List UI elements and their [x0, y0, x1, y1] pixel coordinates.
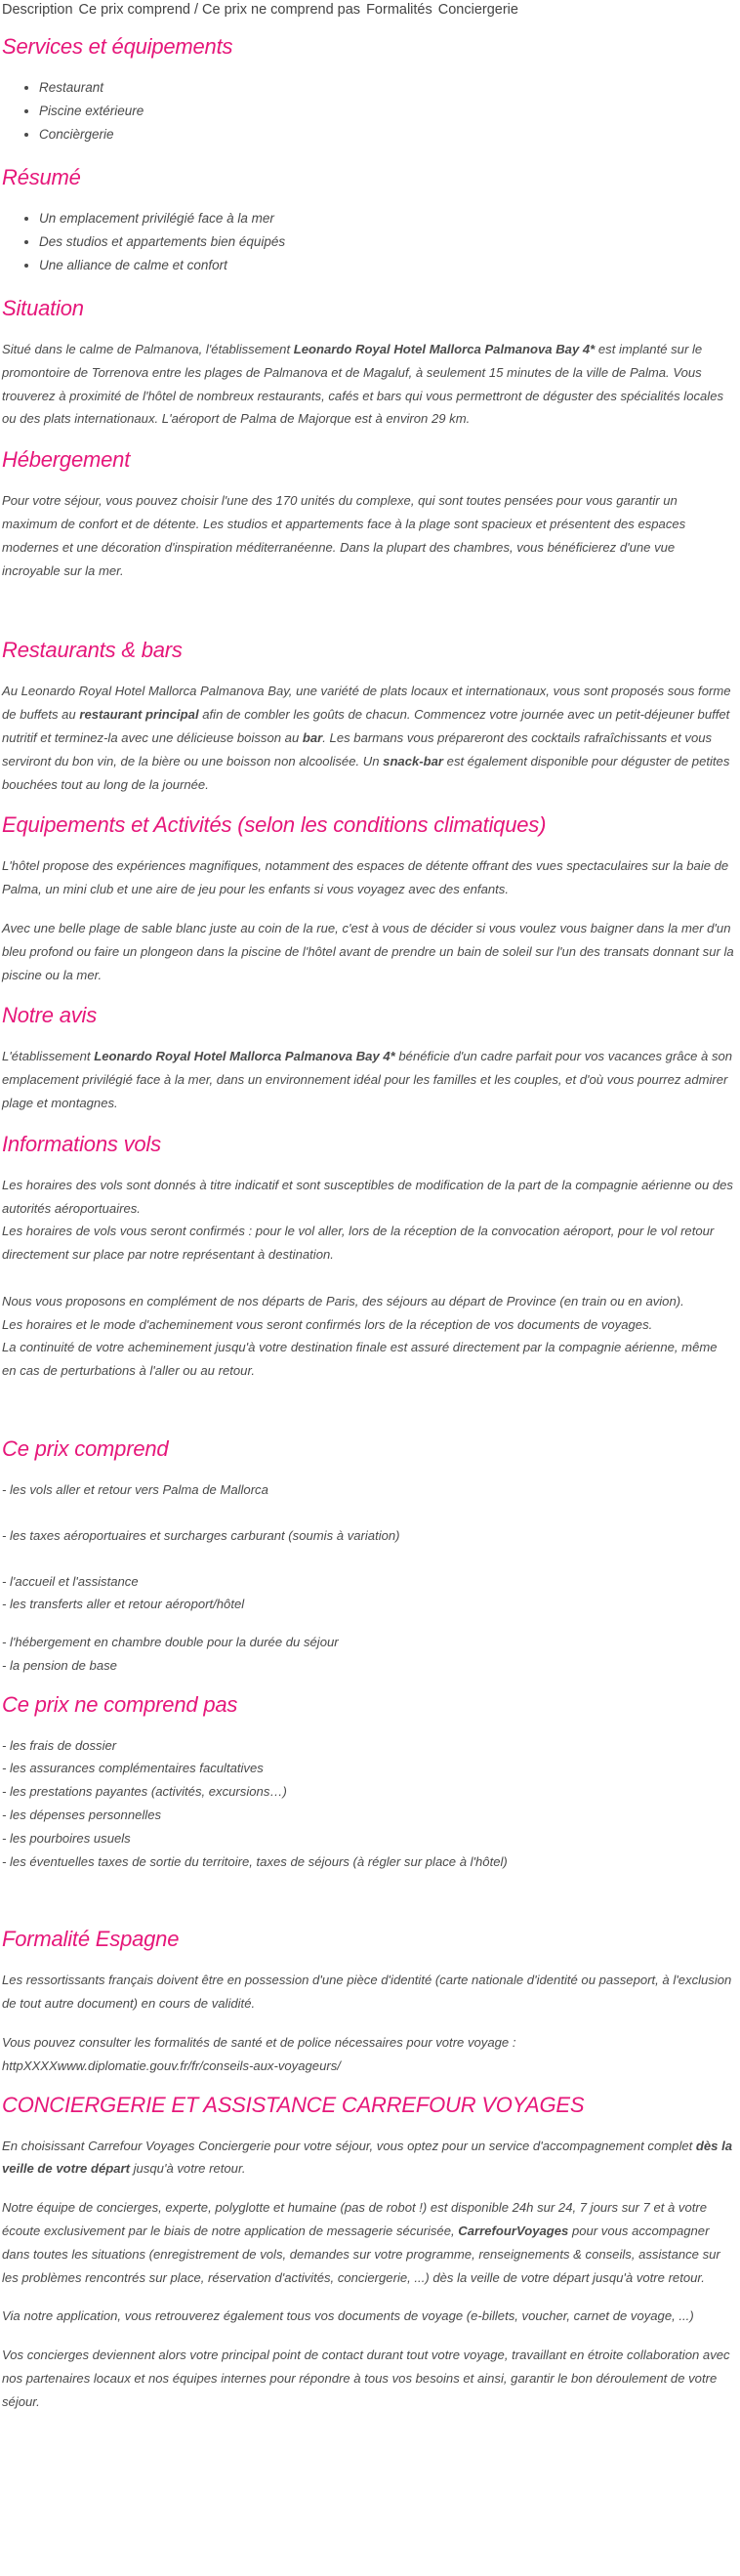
list-item: • Restaurant [39, 76, 734, 100]
conciergerie-text-2: Notre équipe de concierges, experte, polyglotte et humaine (pas de robot !) est disponible 24h sur 24, 7 jours sur 7 et à votre écoute exclusivement par le biais de notre application de messagerie sécurisée, CarrefourVoyages pour vous accompagner dans toutes les situations (enregistrement de vols, demandes sur votre programme, renseignements & conseils, assistance sur les problèmes rencontrés sur place, réservation d'activités, conciergerie, ...) dès la veille de votre départ jusqu'à votre retour. [2, 2200, 720, 2285]
vols-line: Les horaires et le mode d'acheminement vous seront confirmés lors de la réception de vos documents de voyages. [2, 1316, 653, 1332]
vols-line: Les horaires des vols sont donnés à titre indicatif et sont susceptibles de modification de la part de la compagnie aérienne ou des autorités aéroportuaires. [2, 1177, 733, 1216]
comprend-list [2, 1478, 734, 1678]
vols-line: Nous vous proposons en complément de nos départs de Paris, des séjours au départ de Province (en train ou en avion). [2, 1293, 684, 1309]
hotel-name: Leonardo Royal Hotel Mallorca Palmanova Bay 4* [293, 342, 596, 356]
conciergerie-text-3: Via notre application, vous retrouverez également tous vos documents de voyage (e-billets, voucher, carnet de voyage, ...) [2, 2308, 694, 2324]
restaurants-title: Restaurants & bars [2, 638, 183, 663]
list-item: • Une alliance de calme et confort [39, 254, 734, 277]
situation-title: Situation [2, 296, 84, 320]
list-item: - les prestations payantes (activités, excursions…) [2, 1784, 287, 1800]
list-item: - les transferts aller et retour aéroport/hôtel [2, 1597, 245, 1612]
vols-block [2, 1174, 734, 1383]
vols-title: Informations vols [2, 1131, 161, 1156]
list-item: - les éventuelles taxes de sortie du territoire, taxes de séjours (à régler sur place à l'hôtel) [2, 1853, 508, 1869]
situation-text: Situé dans le calme de Palmanova, l'établissement Leonardo Royal Hotel Mallorca Palmanova Bay 4* est implanté sur le promontoire de Torrenova entre les plages de Palmanova et de Magaluf, à seulement 15 minutes de la ville de Palma. Vous trouverez à proximité de l'hôtel de nombreux restaurants, cafés et bars qui vous permettront de déguster des spécialités locales ou des plats internationaux. L'aéroport de Palma de Majorque est à environ 29 km. [2, 342, 724, 427]
conciergerie-title: CONCIERGERIE ET ASSISTANCE CARREFOUR VOYAGES [2, 2092, 585, 2117]
avis-title: Notre avis [2, 1003, 98, 1028]
conciergerie-text-4: Vos concierges deviennent alors votre principal point de contact durant tout votre voyage, travaillant en étroite collaboration avec nos partenaires locaux et nos équipes internes pour répondre à tous vos besoins et ainsi, garantir le bon déroulement de votre séjour. [2, 2347, 730, 2409]
list-item: - les taxes aéroportuaires et surcharges carburant (soumis à variation) [2, 1527, 400, 1543]
services-title: Services et équipements [2, 34, 233, 59]
services-list [2, 76, 734, 146]
formalite-title: Formalité Espagne [2, 1927, 180, 1952]
conciergerie-text-1: En choisissant Carrefour Voyages Conciergerie pour votre séjour, vous optez pour un service d'accompagnement complet dès la veille de votre départ jusqu'à votre retour. [2, 2138, 733, 2177]
avis-text: L'établissement Leonardo Royal Hotel Mallorca Palmanova Bay 4* bénéficie d'un cadre parfait pour vos vacances grâce à son emplacement privilégié face à la mer, dans un environnement idéal pour les familles et les couples, et d'où vous pourrez admirer plage et montagnes. [2, 1049, 733, 1110]
list-item: - la pension de base [2, 1657, 117, 1673]
hebergement-text: Pour votre séjour, vous pouvez choisir l'une des 170 unités du complexe, qui sont toutes pensées pour vous garantir un maximum de confort et de détente. Les studios et appartements face à la plage sont spacieux et présentent des espaces modernes et une décoration d'inspiration méditerranéenne. Dans la plupart des chambres, vous bénéficierez d'une vue incroyable sur la mer. [2, 493, 686, 578]
comprend-title: Ce prix comprend [2, 1435, 169, 1461]
tab-description[interactable]: Description [2, 2, 73, 18]
formalite-text-1: Les ressortissants français doivent être en possession d'une pièce d'identité (carte nationale d'identité ou passeport, à l'exclusion de tout autre document) en cours de validité. [2, 1973, 732, 2012]
equipements-title: Equipements et Activités (selon les conditions climatiques) [2, 812, 547, 838]
equipements-text-2: Avec une belle plage de sable blanc juste au coin de la rue, c'est à vous de décider si vous voulez vous baigner dans la mer d'un bleu profond ou faire un plongeon dans la piscine de l'hôtel avant de prendre un bain de soleil sur l'un des transats donnant sur la piscine ou la mer. [2, 920, 734, 982]
list-item: • Un emplacement privilégié face à la mer [39, 207, 734, 230]
resume-title: Résumé [2, 165, 81, 189]
list-item: - les frais de dossier [2, 1737, 117, 1753]
resume-list [2, 207, 734, 277]
formalite-text-2: Vous pouvez consulter les formalités de santé et de police nécessaires pour votre voyage : [2, 2035, 516, 2051]
tab-conciergerie[interactable]: Conciergerie [437, 2, 518, 18]
noncomprend-title: Ce prix ne comprend pas [2, 1691, 238, 1717]
tab-bar [2, 0, 734, 20]
tab-prix[interactable]: Ce prix comprend / Ce prix ne comprend pas [78, 2, 361, 18]
hebergement-title: Hébergement [2, 447, 131, 473]
list-item: - les dépenses personnelles [2, 1807, 162, 1823]
list-item: - l'accueil et l'assistance [2, 1573, 139, 1589]
noncomprend-list [2, 1734, 734, 1874]
formalite-link[interactable]: httpXXXXwww.diplomatie.gouv.fr/fr/conseils-aux-voyageurs/ [2, 2057, 341, 2073]
restaurants-text: Au Leonardo Royal Hotel Mallorca Palmanova Bay, une variété de plats locaux et internationaux, vous sont proposés sous forme de buffets au restaurant principal afin de combler les goûts de chacun. Commencez votre journée avec un petit-déjeuner buffet nutritif et terminez-la avec une délicieuse boisson au bar. Les barmans vous prépareront des cocktails rafraîchissants et vous serviront du bon vin, de la bière ou une boisson non alcoolisée. Un snack-bar est également disponible pour déguster de petites bouchées tout au long de la journée. [2, 684, 731, 792]
formalite-links [2, 2031, 734, 2078]
list-item: • Des studios et appartements bien équipés [39, 230, 734, 254]
equipements-text-1: L'hôtel propose des expériences magnifiques, notamment des espaces de détente offrant des vues spectaculaires sur la baie de Palma, un mini club et une aire de jeu pour les enfants si vous voyagez avec des enfants. [2, 858, 729, 897]
list-item: - l'hébergement en chambre double pour la durée du séjour [2, 1635, 339, 1650]
vols-line: La continuité de votre acheminement jusqu'à votre destination finale est assuré directement par la compagnie aérienne, même en cas de perturbations à l'aller ou au retour. [2, 1340, 718, 1379]
list-item: - les pourboires usuels [2, 1830, 131, 1846]
list-item: • Concièrgerie [39, 123, 734, 146]
list-item: • Piscine extérieure [39, 100, 734, 123]
list-item: - les assurances complémentaires facultatives [2, 1761, 264, 1776]
vols-line: Les horaires de vols vous seront confirmés : pour le vol aller, lors de la réception de la convocation aéroport, pour le vol retour directement sur place par notre représentant à destination. [2, 1224, 715, 1263]
list-item: - les vols aller et retour vers Palma de Mallorca [2, 1481, 268, 1497]
tab-formalites[interactable]: Formalités [366, 2, 432, 18]
